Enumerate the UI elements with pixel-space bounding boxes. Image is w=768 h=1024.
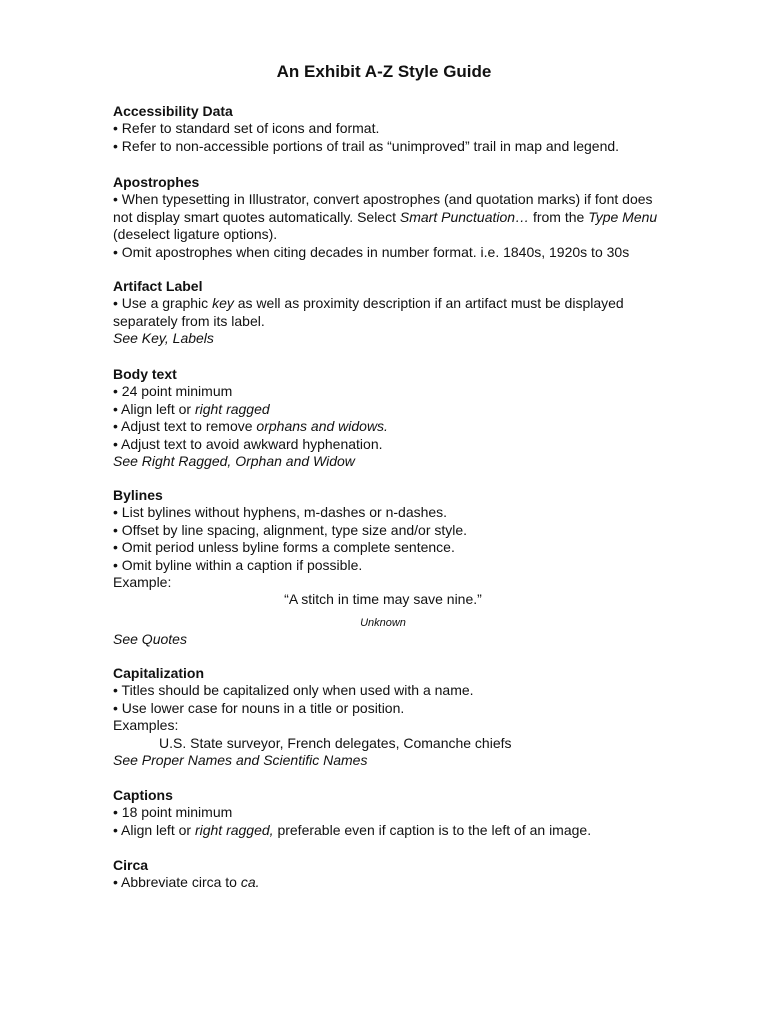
text-run: from the [529,208,589,225]
section-heading: Artifact Label [113,278,203,294]
bullet-item: • When typesetting in Illustrator, convert apostrophes (and quotation marks) if font does [113,191,653,208]
emphasis-text: right ragged [194,400,270,417]
text-run: as well as proximity description if an artifact must be displayed [233,295,624,312]
bullet-item: • Offset by line spacing, alignment, type size and/or style. [113,521,468,538]
examples-label: Examples: [113,717,179,734]
page-title: An Exhibit A-Z Style Guide [276,62,492,81]
section-captions [113,787,713,839]
bullet-item: • 18 point minimum [113,804,233,821]
section-heading: Capitalization [113,665,205,681]
bullet-item [113,874,713,891]
section-heading: Apostrophes [113,174,200,190]
see-also-reference: See Proper Names and Scientific Names [113,752,368,769]
section-body-text [113,366,713,470]
bullet-item: • List bylines without hyphens, m-dashes or n-dashes. [113,504,448,521]
bullet-item: • Omit period unless byline forms a complete sentence. [113,539,455,556]
section-heading: Captions [113,787,173,803]
example-label: Example: [113,574,172,591]
section-capitalization [113,665,713,769]
bullet-item [113,401,713,418]
see-also-reference: See Quotes [113,631,187,647]
section-heading: Bylines [113,487,163,503]
bullet-item [113,418,713,435]
bullet-item-continued: (deselect ligature options). [113,226,278,243]
section-bylines [113,487,713,591]
example-quote: “A stitch in time may save nine.” [284,591,482,607]
example-quote-author: Unknown [360,617,406,629]
text-run: not display smart quotes automatically. Select [113,208,400,225]
section-heading: Body text [113,366,177,382]
menu-command-text: Smart Punctuation… [399,208,530,225]
text-run: • Abbreviate circa to [113,874,241,891]
section-heading: Circa [113,857,149,873]
bullet-item: • Omit byline within a caption if possible. [113,556,363,573]
emphasis-text: right ragged, [194,821,274,838]
bullet-item: • Refer to standard set of icons and format. [113,120,380,137]
section-accessibility-data [113,103,713,155]
section-artifact-label [113,278,713,348]
text-run: • Adjust text to remove [113,418,257,435]
examples-text: U.S. State surveyor, French delegates, Comanche chiefs [159,734,512,751]
text-run: preferable even if caption is to the left of an image. [273,821,592,838]
bullet-item-continued: separately from its label. [113,312,265,329]
bullet-item: • Adjust text to avoid awkward hyphenation. [113,435,383,452]
bullet-item: • Refer to non-accessible portions of trail as “unimproved” trail in map and legend. [113,137,620,154]
see-also-reference: See Key, Labels [113,330,214,347]
section-circa [113,857,713,892]
emphasis-text: key [212,295,234,312]
text-run: • Align left or [113,821,195,838]
section-heading: Accessibility Data [113,103,233,119]
bullet-item: • Omit apostrophes when citing decades in number format. i.e. 1840s, 1920s to 30s [113,243,630,260]
bullet-item [113,822,713,839]
bullet-item: • 24 point minimum [113,383,233,400]
text-run: • Use a graphic [113,295,213,312]
emphasis-text: orphans and widows. [256,418,388,435]
bullet-item: • Use lower case for nouns in a title or position. [113,699,405,716]
bullet-item [113,295,713,312]
section-apostrophes [113,174,713,261]
text-run: • Align left or [113,400,195,417]
see-also-reference: See Right Ragged, Orphan and Widow [113,453,355,470]
bullet-item-continued [113,209,713,226]
menu-name-text: Type Menu [588,208,658,225]
bullet-item: • Titles should be capitalized only when used with a name. [113,682,474,699]
emphasis-text: ca. [240,874,260,891]
